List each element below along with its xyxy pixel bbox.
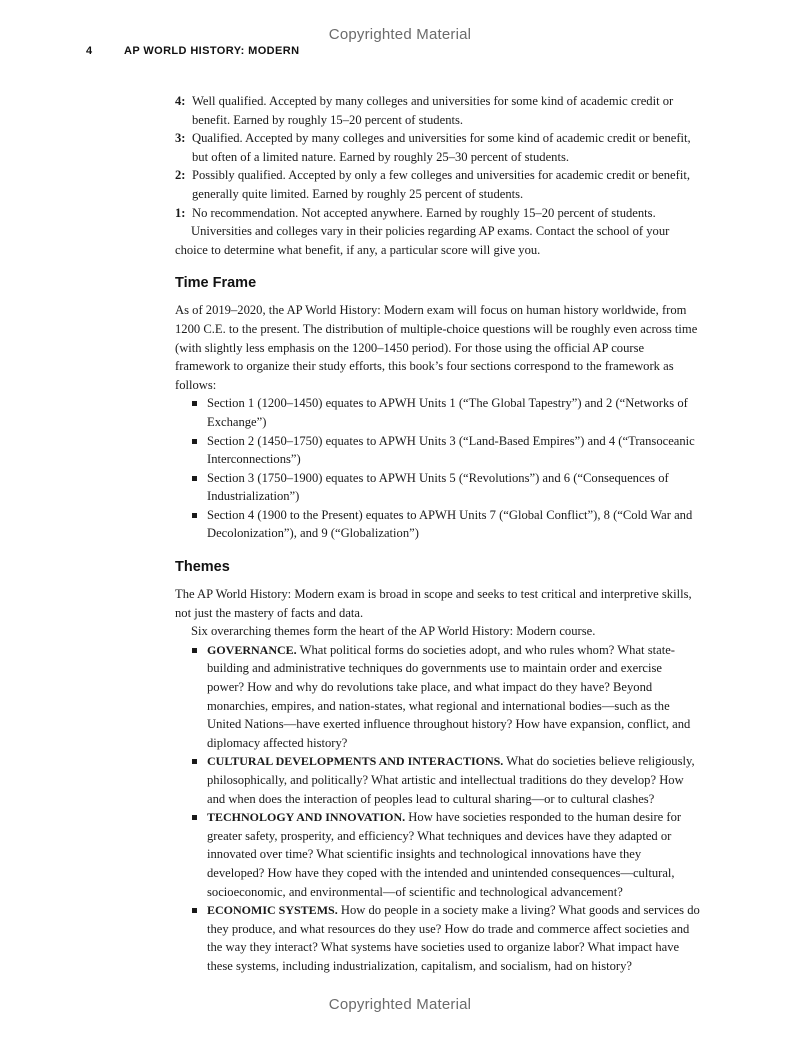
theme-text: What do societies believe religiously, philosophically, and politically? What artistic and intellectual traditions do they develop? How and when does the interaction of peoples lead to cultural sharing—or to cultural clashes?	[207, 754, 695, 806]
scores-note: Universities and colleges vary in their policies regarding AP exams. Contact the school of your choice to determine what benefit, if any, a particular score will give you.	[175, 224, 670, 257]
page-number: 4	[86, 45, 93, 57]
list-item: Section 1 (1200–1450) equates to APWH Units 1 (“The Global Tapestry”) and 2 (“Networks of Exchange”)	[207, 394, 701, 431]
theme-text: How do people in a society make a living? What goods and services do they produce, and what resources do they use? How do trade and commerce affect societies and the way they interact? What systems have societies used to organize labor? What impact have these systems, including industrialization, capitalism, and socialism, had on history?	[207, 903, 700, 973]
score-number: 4:	[175, 94, 186, 108]
theme-label: ECONOMIC SYSTEMS.	[207, 903, 338, 918]
time-frame-heading: Time Frame	[175, 275, 257, 292]
themes-intro-2: Six overarching themes form the heart of the AP World History: Modern course.	[191, 624, 596, 639]
theme-label: GOVERNANCE.	[207, 642, 297, 657]
score-item	[175, 129, 701, 166]
score-number: 3:	[175, 131, 186, 146]
running-title: AP WORLD HISTORY: MODERN	[124, 45, 300, 57]
score-item	[175, 204, 701, 223]
score-description: Well qualified. Accepted by many colleges and universities for some kind of academic credit or benefit. Earned by roughly 15–20 percent of students.	[192, 94, 674, 127]
page-body	[175, 92, 701, 976]
theme-item	[207, 641, 701, 753]
theme-text: What political forms do societies adopt, and who rules whom? What state-building and administrative techniques do governments use to maintain order and exercise power? How and why do revolutions take place, and what impact do they have? Beyond monarchies, empires, and nation-states, what regional and international bodies—such as the United Nations—have exerted influence throughout history? How have expansion, conflict, and diplomacy affected history?	[207, 642, 691, 750]
theme-text: How have societies responded to the human desire for greater safety, prosperity, and efficiency? What techniques and devices have they adapted or innovated over time? What scientific insights and technological innovations have they developed? How have they coped with the intended and unintended consequences—cultural, socioeconomic, and environmental—of scientific and technological advancement?	[207, 810, 682, 899]
list-item: Section 2 (1450–1750) equates to APWH Units 3 (“Land-Based Empires”) and 4 (“Transoceanic Interconnections”)	[207, 432, 701, 469]
theme-item	[207, 808, 701, 901]
score-item	[175, 92, 701, 129]
running-header	[86, 45, 299, 57]
score-description: Possibly qualified. Accepted by only a few colleges and universities for academic credit or benefit, generally quite limited. Earned by roughly 25 percent of students.	[192, 168, 690, 201]
score-description: No recommendation. Not accepted anywhere. Earned by roughly 15–20 percent of students.	[192, 205, 656, 220]
watermark-top: Copyrighted Material	[328, 26, 472, 43]
score-number: 1:	[175, 205, 186, 220]
watermark-bottom: Copyrighted Material	[328, 996, 472, 1013]
score-item	[175, 166, 701, 203]
score-description: Qualified. Accepted by many colleges and universities for some kind of academic credit or benefit, but often of a limited nature. Earned by roughly 25–30 percent of students.	[192, 131, 691, 164]
theme-item	[207, 901, 701, 975]
themes-intro: The AP World History: Modern exam is broad in scope and seeks to test critical and interpretive skills, not just the mastery of facts and data.	[175, 587, 692, 620]
list-item: Section 3 (1750–1900) equates to APWH Units 5 (“Revolutions”) and 6 (“Consequences of Industrialization”)	[207, 469, 701, 506]
list-item: Section 4 (1900 to the Present) equates to APWH Units 7 (“Global Conflict”), 8 (“Cold War and Decolonization”), and 9 (“Globalization”)	[207, 506, 701, 543]
theme-label: TECHNOLOGY AND INNOVATION.	[207, 810, 406, 825]
themes-heading: Themes	[175, 559, 230, 576]
score-number: 2:	[175, 168, 186, 183]
time-frame-list	[175, 394, 701, 543]
themes-list	[175, 641, 701, 976]
theme-label: CULTURAL DEVELOPMENTS AND INTERACTIONS.	[207, 754, 504, 769]
theme-item	[207, 752, 701, 808]
time-frame-intro: As of 2019–2020, the AP World History: Modern exam will focus on human history worldwide, from 1200 C.E. to the present. The distribution of multiple-choice questions will be roughly even across time (with slightly less emphasis on the 1200–1450 period). For those using the official AP course framework to organize their study efforts, this book’s four sections correspond to the framework as follows:	[175, 303, 698, 392]
